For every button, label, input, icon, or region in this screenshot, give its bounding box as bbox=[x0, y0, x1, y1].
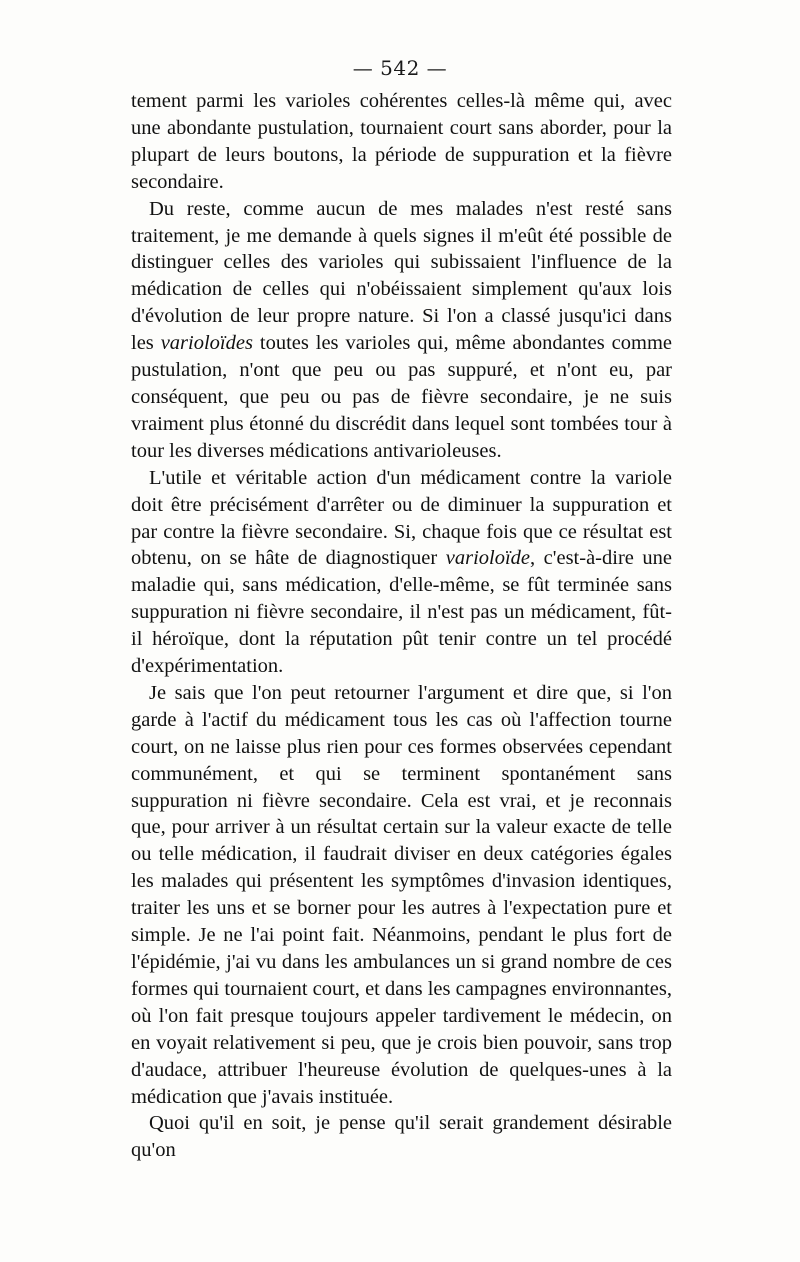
paragraph-5: Quoi qu'il en soit, je pense qu'il serait grandement désirable qu'on bbox=[131, 1112, 672, 1162]
paragraph-3-end: , c'est-à-dire une maladie qui, sans médication, d'elle-même, se fût terminée sans suppuration ni fièvre secondaire, il n'est pas un médicament, fût-il héroïque, dont la réputation pût tenir contre un tel procédé d'expérimentation. bbox=[131, 547, 673, 678]
paragraph-2-end: toutes les varioles qui, même abondantes comme pustulation, n'ont que peu ou pas suppuré, et n'ont eu, par conséquent, que peu ou pas de fièvre secondaire, je ne suis vraiment plus étonné du discrédit dans lequel sont tombées tour à tour les diverses médications antivarioleuses. bbox=[131, 332, 672, 462]
body-text bbox=[131, 88, 672, 1164]
paragraph-1: tement parmi les varioles cohérentes celles-là même qui, avec une abondante pustulation, tournaient court sans aborder, pour la plupart de leurs boutons, la période de suppuration et la fièvre secondaire. bbox=[131, 90, 672, 193]
page-number: — 542 — bbox=[352, 56, 448, 80]
italic-term-varioloides: varioloïdes bbox=[160, 332, 253, 355]
paragraph-3 bbox=[131, 465, 672, 680]
paragraph-2-start: Du reste, comme aucun de mes malades n'est resté sans traitement, je me demande à quels signes il m'eût été possible de distinguer celles des varioles qui subissaient l'influence de la médication de celles qui n'obéissaient simplement qu'aux lois d'évolution de leur propre nature. Si l'on a classé jusqu'ici dans les bbox=[131, 197, 672, 355]
paragraph-3-start: L'utile et véritable action d'un médicament contre la variole doit être précisément d'arrêter ou de diminuer la suppuration et par contre la fièvre secondaire. Si, chaque fois que ce résultat est obtenu, on se hâte de diagnostiquer bbox=[131, 466, 672, 570]
italic-term-varioloide: varioloïde bbox=[445, 547, 531, 570]
paragraph-2 bbox=[131, 196, 672, 465]
paragraph-4: Je sais que l'on peut retourner l'argument et dire que, si l'on garde à l'actif du médicament tous les cas où l'affection tourne court, on ne laisse plus rien pour ces formes observées cependant communément, et qui se terminent spontanément sans suppuration ni fièvre secondaire. Cela est vrai, et je reconnais que, pour arriver à un résultat certain sur la valeur exacte de telle ou telle médication, il faudrait diviser en deux catégories égales les malades qui présentent les symptômes d'invasion identiques, traiter les uns et se borner pour les autres à l'expectation pure et simple. Je ne l'ai point fait. Néanmoins, pendant le plus fort de l'épidémie, j'ai vu dans les ambulances un si grand nombre de ces formes qui tournaient court, et dans les campagnes environnantes, où l'on fait presque toujours appeler tardivement le médecin, on en voyait relativement si peu, que je crois bien pouvoir, sans trop d'audace, attribuer l'heureuse évolution de quelques-unes à la médication que j'avais instituée. bbox=[131, 681, 672, 1108]
